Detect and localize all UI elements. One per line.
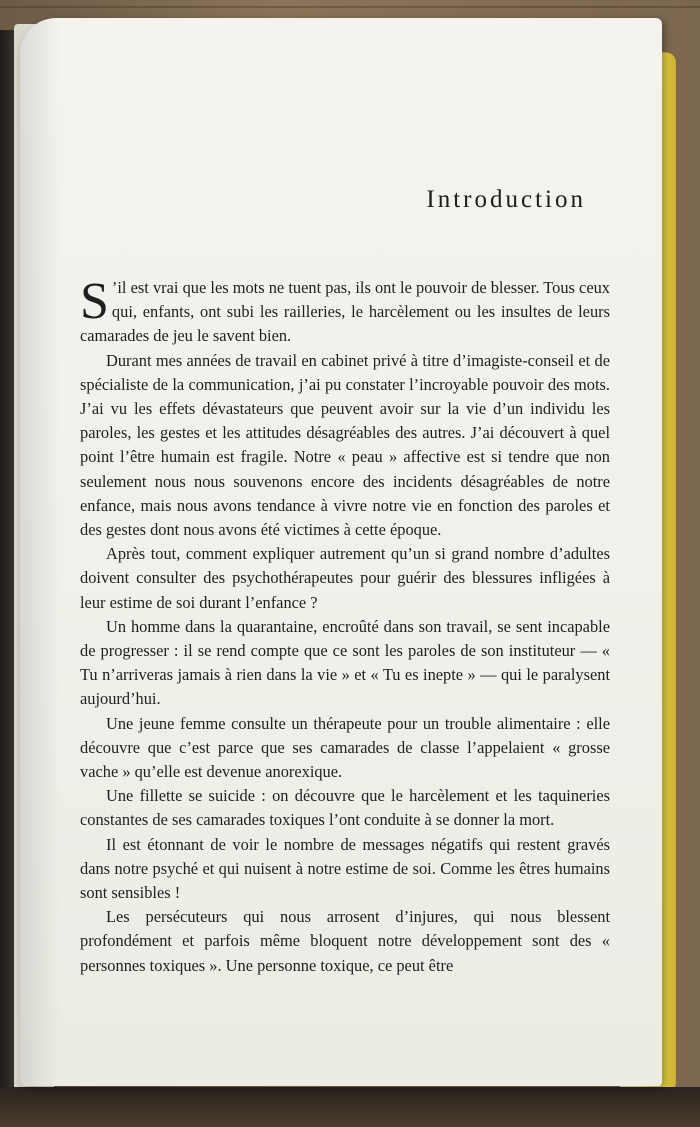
chapter-title: Introduction xyxy=(426,186,586,213)
paragraph xyxy=(80,273,610,349)
paragraph: Les persécuteurs qui nous arrosent d’injures, qui nous blessent profondément et parfois même bloquent notre développement sont des « personnes toxiques ». Une personne toxique, ce peut être xyxy=(80,907,610,975)
page-body xyxy=(80,273,610,978)
paragraph-text: ’il est vrai que les mots ne tuent pas, ils ont le pouvoir de blesser. Tous ceux qui, enfants, ont subi les railleries, le harcèlement ou les insultes de leurs camarades de jeu le savent bien. xyxy=(80,278,610,346)
paragraph: Après tout, comment expliquer autrement qu’un si grand nombre d’adultes doivent consulter des psychothérapeutes pour guérir des blessures infligées à leur estime de soi durant l’enfance ? xyxy=(80,544,610,612)
paragraph: Il est étonnant de voir le nombre de messages négatifs qui restent gravés dans notre psyché et qui nuisent à notre estime de soi. Comme les êtres humains sont sensibles ! xyxy=(80,834,610,903)
table-surface xyxy=(0,1087,700,1127)
paragraph: Durant mes années de travail en cabinet privé à titre d’imagiste-conseil et de spécialiste de la communication, j’ai pu constater l’incroyable pouvoir des mots. J’ai vu les effets dévastateurs que peuvent avoir sur la vie d’un individu les paroles, les gestes et les attitudes désagréables des autres. J’ai découvert à quel point l’être humain est fragile. Notre « peau » affective est si tendre que non seulement nous nous souvenons encore des incidents désagréables de notre enfance, mais nous avons tendance à vivre notre vie en fonction des paroles et des gestes dont nous avons été victimes à cette époque. xyxy=(80,350,610,540)
paragraph: Une jeune femme consulte un thérapeute pour un trouble alimentaire : elle découvre que c’est parce que ses camarades de classe l’appelaient « grosse vache » qu’elle est devenue anorexique. xyxy=(80,713,610,782)
drop-cap: S xyxy=(80,273,109,330)
paragraph: Un homme dans la quarantaine, encroûté dans son travail, se sent incapable de progresser : il se rend compte que ce sont les paroles de son instituteur — « Tu n’arriveras jamais à rien dans la vie » et « Tu es inepte » — qui le paralysent aujourd’hui. xyxy=(80,616,610,709)
paragraph: Une fillette se suicide : on découvre que le harcèlement et les taquineries constantes de ses camarades toxiques l’ont conduite à se donner la mort. xyxy=(80,786,610,830)
book-page xyxy=(20,18,662,1086)
